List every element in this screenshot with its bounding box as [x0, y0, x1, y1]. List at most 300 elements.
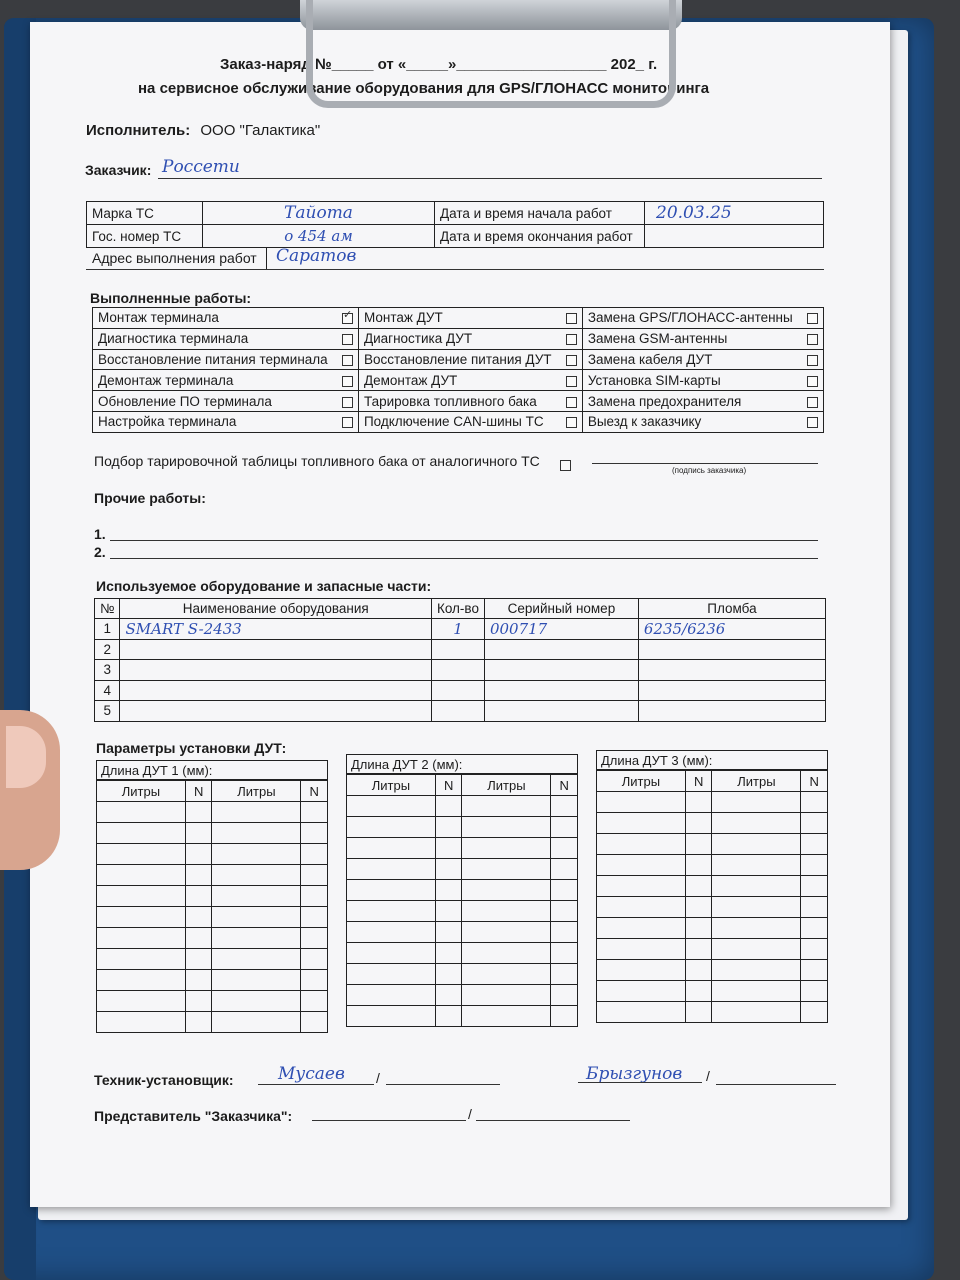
- dut-col-header: Литры: [212, 781, 301, 802]
- dut-cell[interactable]: [435, 1006, 462, 1027]
- work-item: [358, 328, 556, 349]
- dut-cell[interactable]: [551, 985, 578, 1006]
- address-divider: [266, 248, 268, 270]
- dut-col-header: Литры: [597, 771, 686, 792]
- dut-length-label: Длина ДУТ 3 (мм):: [596, 750, 828, 770]
- work-item-checkbox[interactable]: [342, 376, 353, 387]
- work-item: [582, 328, 797, 349]
- works-table: [92, 307, 824, 433]
- dut-cell[interactable]: [301, 886, 328, 907]
- address-label: Адрес выполнения работ: [92, 250, 257, 266]
- work-item-checkbox[interactable]: [566, 334, 577, 345]
- dut-cell[interactable]: [801, 939, 828, 960]
- work-item-checkbox[interactable]: [566, 355, 577, 366]
- work-item-checkbox[interactable]: [342, 417, 353, 428]
- dut-cell[interactable]: [97, 907, 186, 928]
- work-item: [358, 308, 556, 329]
- dut-length-label: Длина ДУТ 2 (мм):: [346, 754, 578, 774]
- equipment-cell-serial[interactable]: 000717: [489, 619, 548, 638]
- dut-cell[interactable]: [597, 855, 686, 876]
- dut-cell[interactable]: [801, 792, 828, 813]
- dut-cell[interactable]: [462, 922, 551, 943]
- dut-cell[interactable]: [212, 1012, 301, 1033]
- dut-cell[interactable]: [685, 813, 712, 834]
- dut-col-header: Литры: [712, 771, 801, 792]
- work-item: [93, 328, 333, 349]
- dut-cell[interactable]: [462, 817, 551, 838]
- dut-table: [96, 780, 328, 1033]
- end-value[interactable]: [645, 225, 824, 248]
- dut-row: [347, 964, 578, 985]
- tech-slash-2: /: [706, 1068, 710, 1084]
- executor-label: Исполнитель:: [86, 122, 191, 139]
- dut-cell[interactable]: [347, 880, 436, 901]
- dut-cell[interactable]: [685, 834, 712, 855]
- work-item-label: Подключение CAN-шины ТС: [363, 414, 544, 430]
- dut-cell[interactable]: [435, 964, 462, 985]
- dut-cell[interactable]: [97, 1012, 186, 1033]
- other-heading: Прочие работы:: [94, 490, 206, 506]
- dut-cell[interactable]: [685, 876, 712, 897]
- work-item-checkbox[interactable]: [807, 313, 818, 324]
- dut-cell[interactable]: [212, 991, 301, 1012]
- dut-cell[interactable]: [462, 985, 551, 1006]
- dut-cell[interactable]: [212, 802, 301, 823]
- tech-name-line: [258, 1084, 374, 1085]
- dut-cell[interactable]: [347, 922, 436, 943]
- dut-col-header: Литры: [347, 775, 436, 796]
- equipment-header-cell: Кол-во: [431, 599, 484, 619]
- dut-cell[interactable]: [597, 792, 686, 813]
- dut-cell[interactable]: [347, 943, 436, 964]
- dut-cell[interactable]: [712, 834, 801, 855]
- dut-row: [597, 939, 828, 960]
- customer-label: Заказчик:: [85, 162, 152, 178]
- dut-cell[interactable]: [185, 991, 212, 1012]
- dut-cell[interactable]: [551, 838, 578, 859]
- equipment-header-cell: №: [95, 599, 120, 619]
- dut-cell[interactable]: [347, 838, 436, 859]
- dut-cell[interactable]: [712, 897, 801, 918]
- work-item-label: Демонтаж терминала: [98, 372, 234, 388]
- work-item-label: Диагностика ДУТ: [363, 331, 473, 347]
- dut-col-header: Литры: [462, 775, 551, 796]
- dut-cell[interactable]: [212, 928, 301, 949]
- dut-cell[interactable]: [685, 792, 712, 813]
- tech-label: Техник-установщик:: [94, 1072, 234, 1088]
- dut-cell[interactable]: [97, 823, 186, 844]
- dut-cell[interactable]: [185, 907, 212, 928]
- dut-cell[interactable]: [435, 922, 462, 943]
- dut-cell[interactable]: [801, 855, 828, 876]
- rep-name-line[interactable]: [312, 1120, 466, 1121]
- dut-cell[interactable]: [301, 802, 328, 823]
- dut-cell[interactable]: [712, 876, 801, 897]
- work-item-checkbox[interactable]: [566, 397, 577, 408]
- dut-cell[interactable]: [685, 960, 712, 981]
- dut-cell[interactable]: [301, 970, 328, 991]
- address-value[interactable]: Саратов: [276, 246, 357, 266]
- plate-label: Гос. номер ТС: [87, 225, 203, 248]
- work-item-label: Замена GPS/ГЛОНАСС-антенны: [587, 310, 793, 326]
- equipment-cell-name[interactable]: SMART S-2433: [125, 619, 242, 638]
- dut-cell[interactable]: [551, 901, 578, 922]
- customer-value[interactable]: Россети: [162, 157, 240, 177]
- work-item-checkbox[interactable]: [807, 355, 818, 366]
- dut-cell[interactable]: [435, 880, 462, 901]
- dut-cell[interactable]: [435, 817, 462, 838]
- work-item: [582, 391, 797, 412]
- dut-cell[interactable]: [597, 813, 686, 834]
- dut-cell[interactable]: [801, 1002, 828, 1023]
- dut-row: [347, 880, 578, 901]
- equipment-row: [95, 680, 826, 701]
- dut-cell[interactable]: [347, 859, 436, 880]
- dut-cell[interactable]: [301, 844, 328, 865]
- works-row: [93, 411, 824, 432]
- dut-cell[interactable]: [212, 949, 301, 970]
- form-title-line1: Заказ-наряд №_____ от «_____»__________________ 202_ г.: [220, 56, 658, 73]
- dut-cell[interactable]: [347, 1006, 436, 1027]
- work-item-label: Установка SIM-карты: [587, 372, 721, 388]
- dut-cell[interactable]: [685, 939, 712, 960]
- dut-cell[interactable]: [801, 813, 828, 834]
- equipment-row: [95, 639, 826, 660]
- dut-cell[interactable]: [462, 964, 551, 985]
- plate-value[interactable]: о 454 ам: [284, 227, 353, 245]
- equipment-table: [94, 598, 826, 722]
- dut-cell[interactable]: [801, 960, 828, 981]
- dut-cell[interactable]: [435, 859, 462, 880]
- dut-col-header: N: [551, 775, 578, 796]
- dut-cell[interactable]: [712, 855, 801, 876]
- equipment-cell-n: 2: [103, 641, 111, 657]
- dut-cell[interactable]: [347, 964, 436, 985]
- dut-cell[interactable]: [185, 802, 212, 823]
- dut-col-header: N: [301, 781, 328, 802]
- work-item-checkbox[interactable]: [807, 376, 818, 387]
- work-item-checkbox[interactable]: [566, 417, 577, 428]
- dut-block-3: [596, 750, 828, 1023]
- dut-cell[interactable]: [212, 970, 301, 991]
- dut-row: [347, 838, 578, 859]
- dut-cell[interactable]: [212, 907, 301, 928]
- work-item-label: Замена предохранителя: [587, 393, 742, 409]
- dut-row: [597, 792, 828, 813]
- dut-heading: Параметры установки ДУТ:: [96, 740, 287, 756]
- work-item: [582, 370, 797, 391]
- work-item-checkbox[interactable]: [342, 313, 353, 324]
- dut-row: [597, 897, 828, 918]
- work-item-checkbox[interactable]: [807, 334, 818, 345]
- dut-cell[interactable]: [347, 817, 436, 838]
- work-item-label: Диагностика терминала: [98, 331, 249, 347]
- dut-cell[interactable]: [597, 834, 686, 855]
- dut-row: [597, 1002, 828, 1023]
- work-item-checkbox[interactable]: [342, 355, 353, 366]
- dut-cell[interactable]: [685, 981, 712, 1002]
- work-item-label: Выезд к заказчику: [587, 414, 702, 430]
- dut-table: [596, 770, 828, 1023]
- dut-length-label: Длина ДУТ 1 (мм):: [96, 760, 328, 780]
- rep-sign-line[interactable]: [476, 1120, 630, 1121]
- address-underline: [86, 269, 824, 270]
- dut-cell[interactable]: [185, 928, 212, 949]
- dut-row: [597, 855, 828, 876]
- dut-cell[interactable]: [462, 901, 551, 922]
- end-label: Дата и время окончания работ: [435, 225, 645, 248]
- brand-value[interactable]: Тайота: [284, 203, 353, 223]
- equipment-row: [95, 660, 826, 681]
- dut-col-header: N: [801, 771, 828, 792]
- equipment-header-row: [95, 599, 826, 619]
- signature-caption: (подпись заказчика): [672, 466, 747, 475]
- dut-col-header: N: [435, 775, 462, 796]
- work-item-checkbox[interactable]: [566, 313, 577, 324]
- dut-row: [597, 834, 828, 855]
- dut-cell[interactable]: [212, 844, 301, 865]
- dut-cell[interactable]: [435, 838, 462, 859]
- work-item: [582, 308, 797, 329]
- executor-value: ООО "Галактика": [200, 122, 321, 139]
- dut-cell[interactable]: [185, 970, 212, 991]
- dut-row: [97, 991, 328, 1012]
- dut-row: [597, 813, 828, 834]
- dut-cell[interactable]: [551, 796, 578, 817]
- dut-cell[interactable]: [712, 960, 801, 981]
- dut-cell[interactable]: [97, 991, 186, 1012]
- work-item: [358, 349, 556, 370]
- dut-cell[interactable]: [435, 943, 462, 964]
- start-value[interactable]: 20.03.25: [656, 203, 732, 223]
- work-item-label: Замена GSM-антенны: [587, 331, 728, 347]
- dut-row: [347, 1006, 578, 1027]
- dut-row: [597, 960, 828, 981]
- dut-cell[interactable]: [212, 865, 301, 886]
- dut-cell[interactable]: [462, 838, 551, 859]
- dut-cell[interactable]: [185, 865, 212, 886]
- dut-cell[interactable]: [301, 991, 328, 1012]
- dut-cell[interactable]: [712, 1002, 801, 1023]
- other-item2-number: 2.: [94, 544, 106, 560]
- dut-cell[interactable]: [97, 802, 186, 823]
- dut-cell[interactable]: [347, 796, 436, 817]
- other-item1-line[interactable]: [110, 540, 818, 541]
- tech-extra-line[interactable]: [716, 1084, 836, 1085]
- rep-slash: /: [468, 1106, 472, 1122]
- work-item-label: Монтаж ДУТ: [363, 310, 443, 326]
- works-heading: Выполненные работы:: [90, 290, 252, 306]
- dut-cell[interactable]: [685, 855, 712, 876]
- work-item: [582, 411, 797, 432]
- dut-cell[interactable]: [597, 960, 686, 981]
- dut-col-header: N: [685, 771, 712, 792]
- dut-cell[interactable]: [801, 897, 828, 918]
- dut-row: [97, 970, 328, 991]
- dut-cell[interactable]: [301, 865, 328, 886]
- calibration-checkbox[interactable]: [560, 460, 571, 471]
- dut-row: [597, 876, 828, 897]
- work-item-checkbox[interactable]: [807, 417, 818, 428]
- dut-row: [97, 949, 328, 970]
- dut-cell[interactable]: [435, 796, 462, 817]
- dut-row: [97, 844, 328, 865]
- other-item1-number: 1.: [94, 526, 106, 542]
- equipment-header-cell: Наименование оборудования: [120, 599, 432, 619]
- work-item: [93, 349, 333, 370]
- work-item: [358, 391, 556, 412]
- dut-cell[interactable]: [685, 897, 712, 918]
- dut-cell[interactable]: [97, 886, 186, 907]
- work-item: [358, 411, 556, 432]
- tech-signature[interactable]: Брызгунов: [586, 1064, 683, 1084]
- dut-cell[interactable]: [185, 823, 212, 844]
- dut-cell[interactable]: [97, 928, 186, 949]
- dut-row: [347, 985, 578, 1006]
- dut-cell[interactable]: [462, 943, 551, 964]
- equipment-header-cell: Серийный номер: [484, 599, 638, 619]
- works-row: [93, 308, 824, 329]
- dut-cell[interactable]: [685, 918, 712, 939]
- dut-cell[interactable]: [97, 865, 186, 886]
- work-item-checkbox[interactable]: [342, 397, 353, 408]
- dut-cell[interactable]: [462, 859, 551, 880]
- dut-row: [97, 1012, 328, 1033]
- dut-cell[interactable]: [347, 985, 436, 1006]
- dut-cell[interactable]: [97, 949, 186, 970]
- dut-cell[interactable]: [597, 918, 686, 939]
- dut-row: [347, 901, 578, 922]
- dut-cell[interactable]: [462, 796, 551, 817]
- dut-cell[interactable]: [551, 943, 578, 964]
- work-item-label: Тарировка топливного бака: [363, 393, 537, 409]
- dut-cell[interactable]: [712, 918, 801, 939]
- equipment-row: [95, 701, 826, 722]
- executor-row: [86, 122, 320, 139]
- dut-row: [347, 859, 578, 880]
- dut-cell[interactable]: [301, 823, 328, 844]
- other-item2-line[interactable]: [110, 558, 818, 559]
- dut-cell[interactable]: [97, 844, 186, 865]
- dut-cell[interactable]: [551, 859, 578, 880]
- dut-cell[interactable]: [801, 918, 828, 939]
- works-row: [93, 370, 824, 391]
- dut-cell[interactable]: [551, 1006, 578, 1027]
- dut-cell[interactable]: [301, 907, 328, 928]
- dut-cell[interactable]: [712, 813, 801, 834]
- tech-sign-line[interactable]: [386, 1084, 500, 1085]
- dut-cell[interactable]: [185, 844, 212, 865]
- work-order-sheet: [30, 22, 890, 1207]
- dut-row: [97, 865, 328, 886]
- dut-cell[interactable]: [462, 880, 551, 901]
- dut-cell[interactable]: [801, 981, 828, 1002]
- work-item-label: Восстановление питания терминала: [98, 351, 328, 367]
- calibration-label: Подбор тарировочной таблицы топливного бака от аналогичного ТС: [94, 453, 540, 469]
- dut-cell[interactable]: [185, 886, 212, 907]
- dut-row: [97, 907, 328, 928]
- dut-cell[interactable]: [301, 928, 328, 949]
- vehicle-table: [86, 201, 824, 248]
- dut-cell[interactable]: [712, 981, 801, 1002]
- customer-underline: [158, 178, 822, 179]
- work-item: [358, 370, 556, 391]
- equipment-row: [95, 619, 826, 640]
- works-row: [93, 349, 824, 370]
- dut-cell[interactable]: [597, 876, 686, 897]
- dut-cell[interactable]: [212, 823, 301, 844]
- work-item: [93, 391, 333, 412]
- dut-cell[interactable]: [712, 939, 801, 960]
- dut-cell[interactable]: [435, 985, 462, 1006]
- brand-label: Марка ТС: [87, 202, 203, 225]
- dut-row: [347, 943, 578, 964]
- dut-table: [346, 774, 578, 1027]
- customer-signature-line[interactable]: [592, 463, 818, 464]
- dut-cell[interactable]: [597, 981, 686, 1002]
- equipment-header-cell: Пломба: [638, 599, 825, 619]
- start-label: Дата и время начала работ: [435, 202, 645, 225]
- dut-cell[interactable]: [597, 939, 686, 960]
- tech-slash: /: [376, 1070, 380, 1086]
- work-item-checkbox[interactable]: [342, 334, 353, 345]
- equipment-cell-qty[interactable]: 1: [453, 619, 463, 638]
- dut-cell[interactable]: [801, 876, 828, 897]
- dut-row: [597, 918, 828, 939]
- dut-cell[interactable]: [185, 1012, 212, 1033]
- work-item-label: Обновление ПО терминала: [98, 393, 272, 409]
- tech-signature-line: [578, 1082, 702, 1083]
- dut-row: [97, 802, 328, 823]
- dut-cell[interactable]: [801, 834, 828, 855]
- work-item-label: Замена кабеля ДУТ: [587, 351, 713, 367]
- dut-cell[interactable]: [685, 1002, 712, 1023]
- work-item-label: Настройка терминала: [98, 414, 237, 430]
- work-item: [93, 308, 333, 329]
- work-item-checkbox[interactable]: [807, 397, 818, 408]
- equipment-cell-n: 5: [103, 703, 111, 719]
- tech-name[interactable]: Мусаев: [278, 1064, 345, 1084]
- work-item-label: Монтаж терминала: [98, 310, 219, 326]
- dut-col-header: Литры: [97, 781, 186, 802]
- works-row: [93, 328, 824, 349]
- dut-row: [97, 823, 328, 844]
- dut-cell[interactable]: [347, 901, 436, 922]
- dut-cell[interactable]: [551, 964, 578, 985]
- dut-cell[interactable]: [597, 1002, 686, 1023]
- dut-block-1: [96, 760, 328, 1033]
- dut-row: [347, 796, 578, 817]
- dut-row: [597, 981, 828, 1002]
- dut-cell[interactable]: [551, 880, 578, 901]
- equipment-cell-seal[interactable]: 6235/6236: [643, 619, 726, 638]
- dut-cell[interactable]: [97, 970, 186, 991]
- dut-cell[interactable]: [597, 897, 686, 918]
- dut-cell[interactable]: [212, 886, 301, 907]
- dut-cell[interactable]: [462, 1006, 551, 1027]
- dut-cell[interactable]: [551, 817, 578, 838]
- dut-cell[interactable]: [301, 1012, 328, 1033]
- equipment-cell-n: 3: [103, 662, 111, 678]
- work-item: [93, 411, 333, 432]
- dut-cell[interactable]: [435, 901, 462, 922]
- rep-label: Представитель "Заказчика":: [94, 1108, 293, 1124]
- dut-cell[interactable]: [712, 792, 801, 813]
- dut-cell[interactable]: [551, 922, 578, 943]
- dut-cell[interactable]: [185, 949, 212, 970]
- dut-cell[interactable]: [301, 949, 328, 970]
- work-item-checkbox[interactable]: [566, 376, 577, 387]
